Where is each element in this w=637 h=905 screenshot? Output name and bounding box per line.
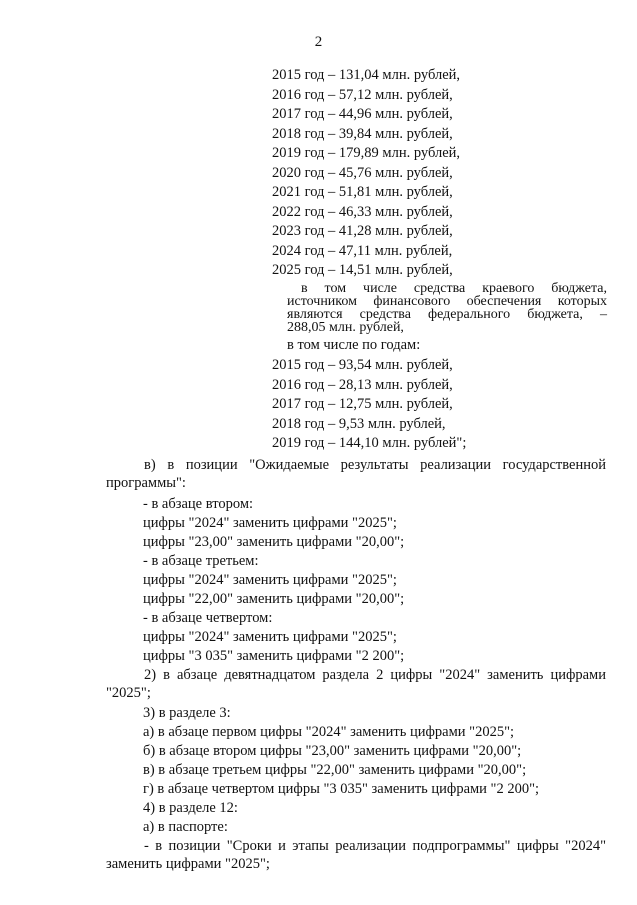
federal-budget-note (287, 282, 607, 334)
year-line-2018-federal: 2018 год – 9,53 млн. рублей, (272, 416, 446, 432)
year-line-2017-total: 2017 год – 44,96 млн. рублей, (272, 106, 453, 122)
year-line-2022-total: 2022 год – 46,33 млн. рублей, (272, 204, 453, 220)
body-line-5: цифры "2024" заменить цифрами "2025"; (143, 572, 397, 588)
paragraph-passport-line-2: заменить цифрами "2025"; (106, 856, 270, 872)
federal-note-line-3: являются средства федерального бюджета, – (287, 307, 607, 322)
federal-note-line-1: в том числе средства краевого бюджета, (301, 281, 607, 296)
body-line-15: 4) в разделе 12: (143, 800, 238, 816)
body-line-7: - в абзаце четвертом: (143, 610, 273, 626)
year-line-2017-federal: 2017 год – 12,75 млн. рублей, (272, 396, 453, 412)
body-line-10: 3) в разделе 3: (143, 705, 231, 721)
year-line-2021-total: 2021 год – 51,81 млн. рублей, (272, 184, 453, 200)
year-line-2015-total: 2015 год – 131,04 млн. рублей, (272, 67, 461, 83)
year-line-2016-federal: 2016 год – 28,13 млн. рублей, (272, 377, 453, 393)
body-line-8: цифры "2024" заменить цифрами "2025"; (143, 629, 397, 645)
body-line-11: а) в абзаце первом цифры "2024" заменить цифрами "2025"; (143, 724, 515, 740)
body-line-3: цифры "23,00" заменить цифрами "20,00"; (143, 534, 405, 550)
body-line-1: - в абзаце втором: (143, 496, 254, 512)
body-line-13: в) в абзаце третьем цифры "22,00" заменить цифрами "20,00"; (143, 762, 527, 778)
federal-note-line-2: источником финансового обеспечения которых (287, 294, 607, 309)
year-line-2019-federal: 2019 год – 144,10 млн. рублей"; (272, 435, 467, 451)
body-line-16: а) в паспорте: (143, 819, 228, 835)
body-line-4: - в абзаце третьем: (143, 553, 259, 569)
body-line-14: г) в абзаце четвертом цифры "3 035" заменить цифрами "2 200"; (143, 781, 540, 797)
year-line-2019-total: 2019 год – 179,89 млн. рублей, (272, 145, 461, 161)
page-number: 2 (314, 34, 323, 50)
year-line-2018-total: 2018 год – 39,84 млн. рублей, (272, 126, 453, 142)
year-line-2016-total: 2016 год – 57,12 млн. рублей, (272, 87, 453, 103)
body-line-9: цифры "3 035" заменить цифрами "2 200"; (143, 648, 405, 664)
paragraph-passport (106, 837, 606, 873)
body-line-6: цифры "22,00" заменить цифрами "20,00"; (143, 591, 405, 607)
by-years-label: в том числе по годам: (287, 337, 421, 353)
year-line-2023-total: 2023 год – 41,28 млн. рублей, (272, 223, 453, 239)
paragraph-passport-line-1: - в позиции "Сроки и этапы реализации подпрограммы" цифры "2024" (144, 838, 606, 854)
paragraph-expected-results (106, 456, 606, 492)
paragraph-section-2 (106, 666, 606, 702)
paragraph-expected-results-line-2: программы": (106, 475, 186, 491)
paragraph-section-2-line-1: 2) в абзаце девятнадцатом раздела 2 цифры "2024" заменить цифрами (144, 667, 606, 683)
body-line-12: б) в абзаце втором цифры "23,00" заменить цифрами "20,00"; (143, 743, 522, 759)
year-line-2015-federal: 2015 год – 93,54 млн. рублей, (272, 357, 453, 373)
body-line-2: цифры "2024" заменить цифрами "2025"; (143, 515, 397, 531)
year-line-2025-total: 2025 год – 14,51 млн. рублей, (272, 262, 453, 278)
federal-note-line-4: 288,05 млн. рублей, (287, 320, 404, 335)
year-line-2024-total: 2024 год – 47,11 млн. рублей, (272, 243, 453, 259)
paragraph-section-2-line-2: "2025"; (106, 685, 151, 701)
paragraph-expected-results-line-1: в) в позиции "Ожидаемые результаты реализации государственной (144, 457, 606, 473)
year-line-2020-total: 2020 год – 45,76 млн. рублей, (272, 165, 453, 181)
